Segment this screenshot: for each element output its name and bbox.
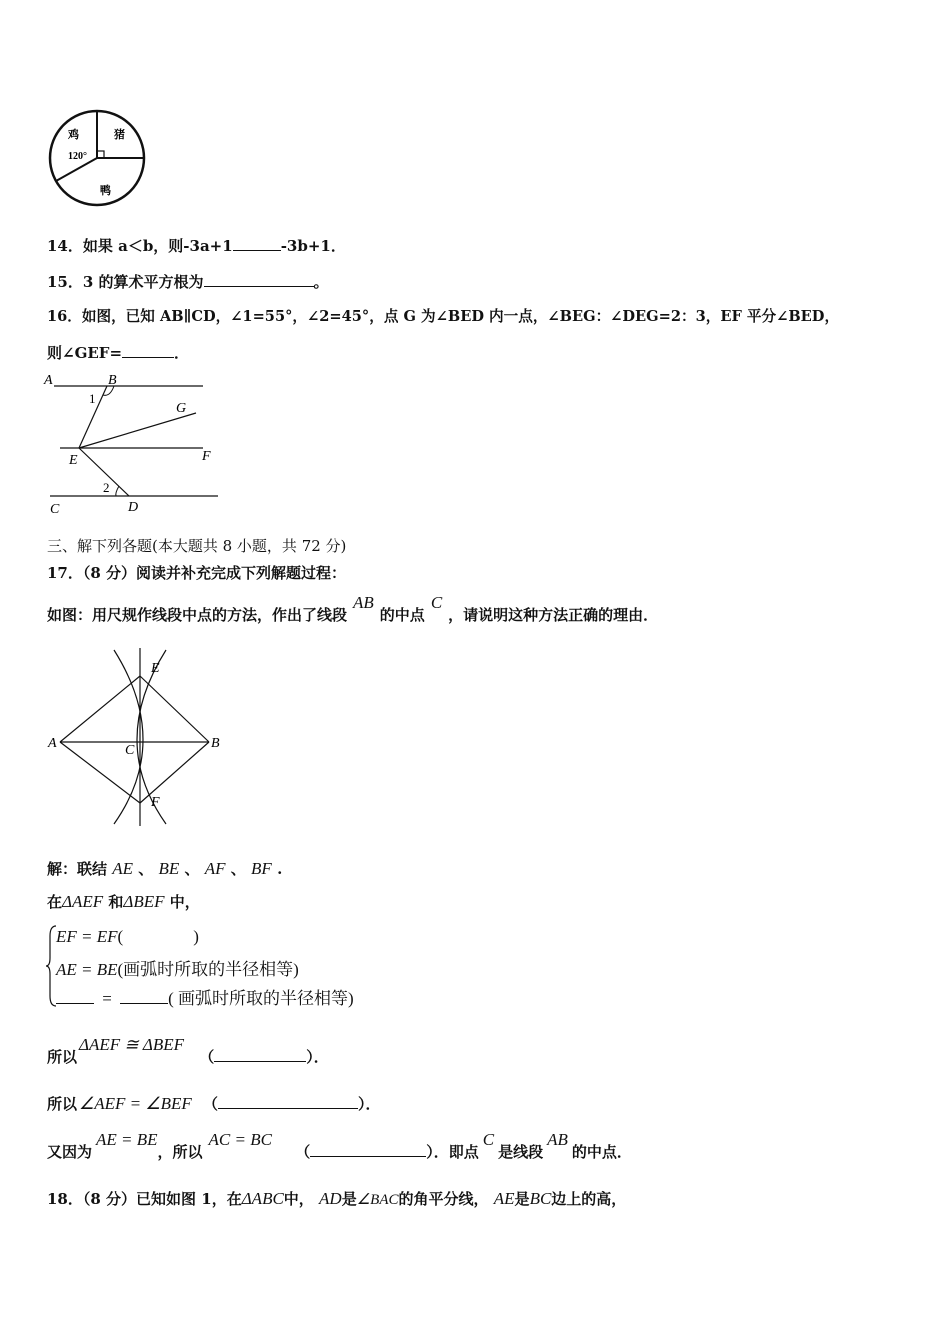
reason-blank[interactable] [218,1094,358,1109]
question-16-line2: 则∠GEF= ． [47,344,190,362]
solution-congruent: 所以ΔAEF ≅ ΔBEF （ ）． [47,1035,329,1066]
label-G: G [176,401,187,416]
solution-in-triangles: 在ΔAEF 和ΔBEF 中， [47,892,200,911]
reason-blank[interactable] [310,1142,426,1157]
pie-angle-label: 120° [68,151,87,162]
label-C: C [125,743,135,758]
label-E: E [69,453,78,468]
label-B: B [108,373,117,388]
parallel-lines-figure [40,366,230,518]
midpoint-construction-figure [44,646,234,830]
reason-blank[interactable] [214,1047,306,1062]
pie-label-duck: 鸭 [100,185,111,197]
answer-blank[interactable] [56,989,94,1004]
question-18: 18．（8 分）已知如图 1，在ΔABC中， AD是∠BAC的角平分线， AE是BC边上的高， [47,1189,627,1208]
label-A: A [48,736,57,751]
label-F: F [202,449,211,464]
label-A: A [44,373,53,388]
section-3-title: 三、解下列各题(本大题共 8 小题，共 72 分) [47,537,347,555]
solution-midpoint: 又因为AE = BE，所以AC = BC （ ）．即点C是线段AB的中点． [47,1130,632,1161]
label-D: D [128,500,139,515]
question-15: 15．3 的算术平方根为 。 [47,273,329,291]
question-14: 14．如果 a＜b，则-3a+1 -3b+1． [47,237,346,255]
label-1: 1 [89,391,96,406]
pie-label-pig: 猪 [114,129,125,141]
pie-label-chicken: 鸡 [68,129,79,141]
solution-connect: 解：联结 AE 、 BE 、 AF 、 BF . [47,859,283,878]
label-2: 2 [103,480,110,495]
system-row-3: = ( 画弧时所取的半径相等) [56,984,354,1009]
label-B: B [211,736,220,751]
solution-angles: 所以 ∠AEF = ∠BEF （ ）． [47,1094,381,1113]
system-row-2: AE = BE(画弧时所取的半径相等) [56,960,299,979]
label-E: E [151,661,160,676]
label-C: C [50,502,60,517]
pie-figure [44,108,150,208]
system-row-1: EF = EF( ) [56,927,199,946]
answer-blank[interactable] [122,343,174,358]
question-17-title: 17．（8 分）阅读并补充完成下列解题过程： [47,564,347,582]
question-16-line1: 16．如图，已知 AB∥CD，∠1=55°，∠2=45°，点 G 为∠BED 内一点，∠BEG：∠DEG=2：3，EF 平分∠BED， [47,308,840,325]
answer-blank[interactable] [120,989,168,1004]
question-17-intro: 如图：用尺规作线段中点的方法，作出了线段AB的中点C，请说明这种方法正确的理由． [47,593,659,624]
label-F: F [151,795,160,810]
answer-blank[interactable] [204,272,314,287]
answer-blank[interactable] [233,236,281,251]
